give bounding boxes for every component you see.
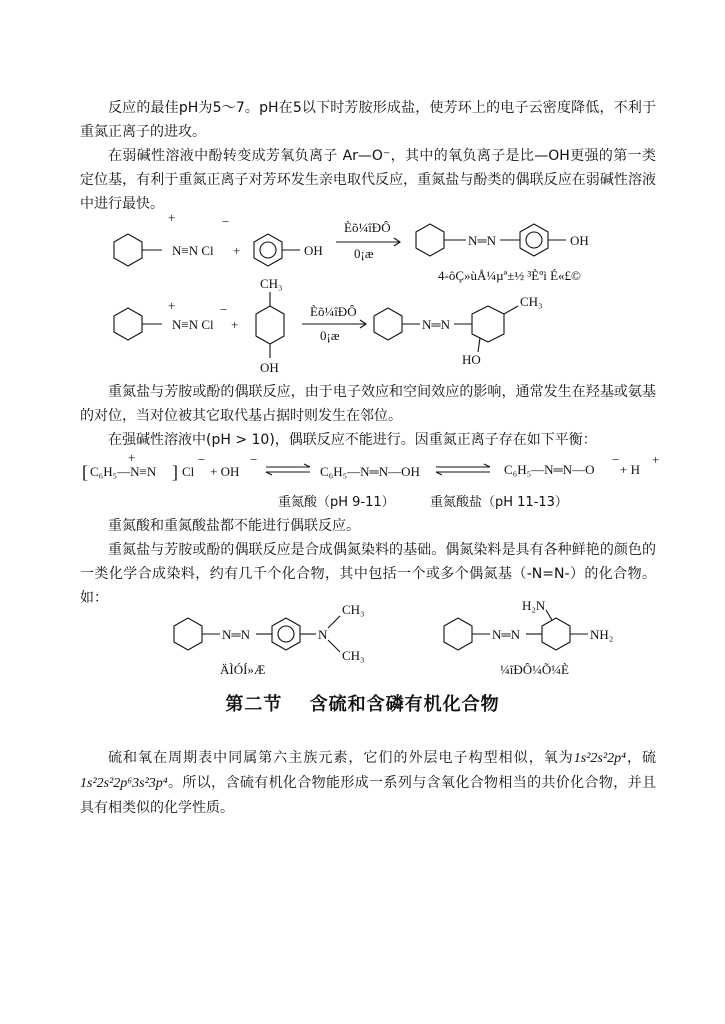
paragraph-strong-base: 在强碱性溶液中(pH > 10)，偶联反应不能进行。因重氮正离子存在如下平衡： — [108, 432, 597, 448]
paragraph-regioselectivity: 重氮盐与芳胺或酚的偶联反应，由于电子效应和空间效应的影响，通常发生在羟基或氨基的对位，当对位被其它取代基占据时则发生在邻位。 — [80, 384, 656, 424]
dye2-amino-top: H₂N — [522, 598, 546, 613]
svg-text:−: − — [222, 214, 230, 229]
product-name-garbled: 4-ôÇ»ùÅ¼µª±½ ³Èºì É«£© — [438, 268, 581, 283]
reaction-condition-bottom: 0¡æ — [320, 328, 340, 343]
reaction-condition-bottom: 0¡æ — [354, 246, 374, 261]
svg-text:−: − — [250, 452, 258, 467]
dye1-azo-group: N═N — [222, 627, 250, 642]
diazonium-group: N≡N Cl — [172, 243, 214, 258]
reaction-condition-top: Èõ¼îÐÔ — [344, 220, 391, 235]
benzene-ring — [174, 618, 202, 650]
svg-text:−: − — [220, 302, 228, 317]
product-ho: HO — [462, 352, 481, 367]
svg-text:]: ] — [172, 462, 178, 482]
section-title: 含硫和含磷有机化合物 — [309, 694, 500, 715]
cresol-oh: OH — [260, 360, 279, 375]
dye1-methyl-top: CH₃ — [342, 602, 365, 617]
hydrogen-ion: + H — [620, 462, 640, 477]
diazoic-acid-label: 重氮酸（pH 9-11） — [278, 495, 395, 510]
p7-text-b: ，硫 — [625, 750, 657, 766]
paragraph-ph-optimum: 反应的最佳pH为5～7。pH在5以下时芳胺形成盐，使芳环上的电子云密度降低，不利于重氮正离子的进攻。 — [80, 100, 656, 140]
dye1-name-garbled: ÄÌÓÍ»Æ — [220, 662, 266, 677]
benzene-ring — [114, 234, 142, 266]
paragraph-sulfur-oxygen — [80, 746, 656, 820]
svg-text:+: + — [168, 212, 176, 225]
product-ring — [472, 306, 504, 342]
paragraph-phenoxide: 在弱碱性溶液中酚转变成芳氧负离子 Ar—O⁻，其中的氧负离子是比—OH更强的第一类定位基，有利于重氮正离子对芳环发生亲电取代反应，重氮盐与酚类的偶联反应在弱碱性溶液中进行最快。 — [80, 148, 656, 212]
paragraph-azo-dyes: 重氮盐与芳胺或酚的偶联反应是合成偶氮染料的基础。偶氮染料是具有各种鲜艳的颜色的一类化学合成染料，约有几千个化合物，其中包括一个或多个偶氮基（-N=N-）的化合物。如： — [80, 542, 656, 606]
sulfur-electron-config: 1s²2s²2p⁶3s²3p⁴ — [80, 776, 168, 791]
phenol-ring — [254, 234, 282, 266]
plus-sign: + — [233, 243, 241, 258]
svg-text:[: [ — [82, 462, 88, 482]
hydroxide-ion: + OH — [210, 464, 240, 479]
product-methyl: CH₃ — [520, 294, 543, 309]
dye2-amino-right: NH₂ — [590, 627, 614, 642]
svg-text:−: − — [198, 452, 206, 467]
benzene-ring — [444, 618, 472, 650]
product-oh: OH — [570, 233, 589, 248]
benzene-ring — [272, 618, 300, 650]
dye1-methyl-bottom: CH₃ — [342, 648, 365, 663]
benzene-ring — [114, 308, 142, 340]
dye2-azo-group: N═N — [492, 627, 520, 642]
methyl-group: CH₃ — [260, 276, 283, 291]
reaction-scheme-2 — [100, 272, 620, 376]
benzene-ring — [416, 224, 444, 256]
oxygen-electron-config: 1s²2s²2p⁴ — [573, 751, 626, 766]
diazonium-cation: C₆H₅—N≡N — [90, 464, 157, 479]
diazonium-group: N≡N Cl — [172, 317, 214, 332]
section-heading — [0, 690, 725, 716]
azo-group: N═N — [468, 233, 496, 248]
plus-sign: + — [231, 317, 239, 332]
cresol-ring — [256, 306, 284, 344]
reaction-condition-top: Èõ¼îÐÔ — [310, 304, 357, 319]
azo-dye-structures — [160, 598, 640, 682]
benzene-ring — [374, 308, 402, 340]
benzene-ring — [520, 224, 548, 256]
diazotate-anion: C₆H₅—N═N—O — [504, 462, 595, 477]
dye2-name-garbled: ¼îÐÔ¼Õ¼È — [500, 662, 569, 677]
equilibrium-scheme — [80, 450, 660, 518]
benzene-ring — [542, 618, 570, 650]
diazotate-label: 重氮酸盐（pH 11-13） — [430, 495, 568, 510]
svg-text:+: + — [128, 450, 136, 465]
svg-text:+: + — [168, 298, 176, 313]
azo-group: N═N — [422, 317, 450, 332]
paragraph-no-coupling: 重氮酸和重氮酸盐都不能进行偶联反应。 — [108, 518, 360, 534]
chloride-ion: Cl — [182, 464, 195, 479]
svg-text:+: + — [652, 452, 660, 467]
p7-text-a: 硫和氧在周期表中同属第六主族元素，它们的外层电子构型相似，氧为 — [108, 750, 574, 766]
svg-text:−: − — [612, 452, 620, 467]
section-number: 第二节 — [225, 694, 283, 715]
p7-text-c: 。所以，含硫有机化合物能形成一系列与含氧化合物相当的共价化合物，并且具有相类似的化学性质。 — [80, 775, 656, 816]
phenol-oh: OH — [304, 243, 323, 258]
diazoic-acid: C₆H₅—N═N—OH — [320, 464, 420, 479]
dye1-nitrogen: N — [318, 627, 328, 642]
